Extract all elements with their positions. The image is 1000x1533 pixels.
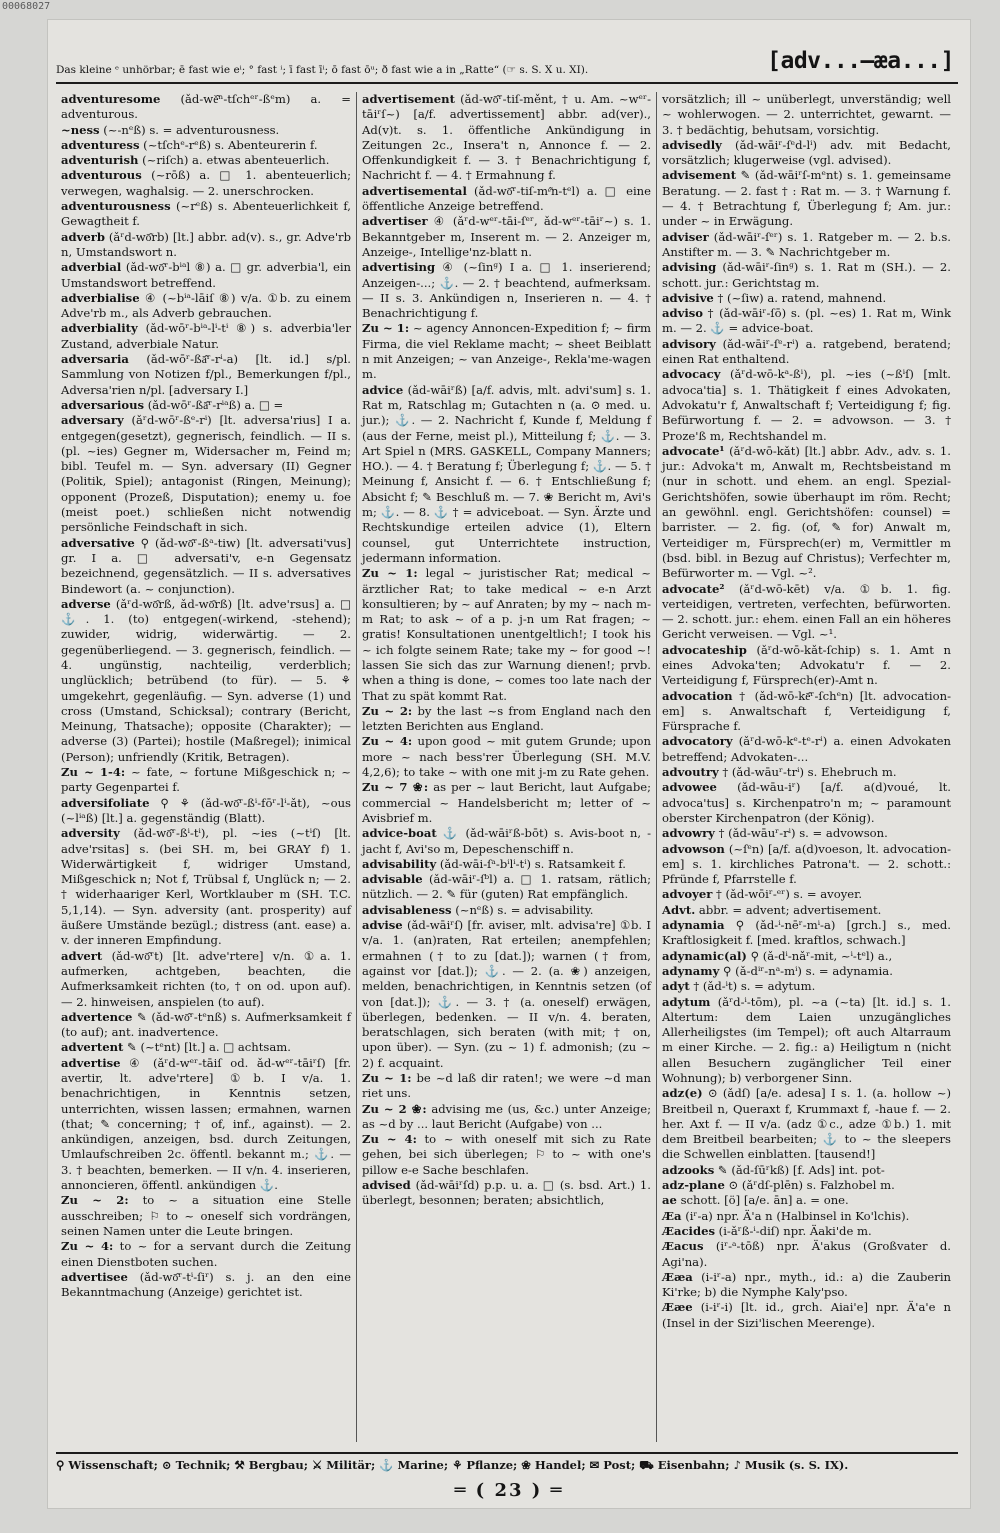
entry-definition: ~ agency Annoncen-Expedition f; ~ firm Firma, die viel Reklame macht; ~ sheet Beiblatt n mit Anzeigen; ~ van Anzeige-, Rekla'me-wagen m. bbox=[362, 321, 652, 382]
entry-definition: ④ (~ſinᶢ) I a. □ 1. inserierend; Anzeigen-...; ⚓. — 2. † beachtend, aufmerksam. — II s. 3. Ankündigen n, Inserieren n. — 4. † Benachrichtigung f. bbox=[362, 260, 651, 321]
entry-definition: (ǎʳd-wō-kǎt-ſchip) s. 1. Amt n eines Advoka'ten; Advokatu'r f. — 2. Verteidigung f, Fürsprech(er)-Amt n. bbox=[662, 642, 951, 688]
headword: advise bbox=[362, 918, 403, 933]
dictionary-entry bbox=[61, 291, 351, 322]
dictionary-entry bbox=[61, 352, 351, 398]
headword: adversity bbox=[61, 826, 120, 841]
dictionary-entry bbox=[61, 260, 351, 291]
entry-definition: (iʳ-ᵃ-tōß) npr. Ä'akus (Großvater d. Agi'na). bbox=[662, 1239, 951, 1269]
columns bbox=[56, 92, 958, 1442]
entry-definition: (ǎd-wō͂ʳ-tiſ-mᵉ͂n-tᵉl) a. □ eine öffentliche Anzeige betreffend. bbox=[362, 183, 651, 214]
headword: advisability bbox=[362, 856, 437, 871]
dictionary-entry bbox=[662, 949, 951, 964]
dictionary-entry bbox=[362, 903, 651, 918]
entry-definition: (ǎd-wāi-ſᵃ-bⁱlⁱ-tⁱ) s. Ratsamkeit f. bbox=[436, 856, 626, 871]
headword: Zu ~ 1: bbox=[362, 321, 410, 336]
entry-definition: (ǎd-wāiʳ-ſᵉʳ) s. 1. Ratgeber m. — 2. b.s. Anstifter m. — 3. ✎ Nachrichtgeber m. bbox=[662, 229, 951, 259]
entry-definition: † (ǎd-wāuʳ-trⁱ) s. Ehebruch m. bbox=[718, 765, 897, 780]
dictionary-entry bbox=[662, 1163, 951, 1178]
dictionary-entry bbox=[61, 138, 351, 153]
entry-definition: ⊙ (ǎʳdſ-plēn) s. Falzhobel m. bbox=[724, 1178, 895, 1193]
dictionary-entry bbox=[662, 306, 951, 337]
entry-definition: (ǎd-wāiʳ-ſᵉd-lⁱ) adv. mit Bedacht, vorsätzlich; klugerweise (vgl. advised). bbox=[662, 137, 951, 168]
entry-definition: (ǎʳd-wō-kǎt) [lt.] abbr. Adv., adv. s. 1. jur.: Advoka't m, Anwalt m, Rechtsbeistand m (nur in schott. und ehem. an engl. Spezial-Gerichtshöfen, sowie überhaupt im röm. Recht; an gewöhnl. engl. Gerichtshöfen: counsel) = barrister. — 2. fig. (of, ✎ for) Anwalt m, Verteidiger m, Fürsprech(er) m, Vermittler m (bsd. bibl. in Bezug auf Christus); Verfechter m, Befürworter m. — Vgl. ~². bbox=[662, 443, 951, 581]
headword: adyt bbox=[662, 979, 690, 994]
dictionary-entry bbox=[362, 566, 651, 704]
headword: adventurous bbox=[61, 168, 142, 183]
headword: advised bbox=[362, 1178, 411, 1193]
headword: advice-boat bbox=[362, 826, 437, 841]
entry-definition: † (~ſiw) a. ratend, mahnend. bbox=[713, 290, 887, 305]
dictionary-entry bbox=[662, 1193, 951, 1208]
headword: adzooks bbox=[662, 1162, 715, 1177]
headword: adversarious bbox=[61, 397, 145, 412]
entry-definition: (ǎʳd-ⁱ-tōm), pl. ~a (~ta) [lt. id.] s. 1. Altertum: dem Laien unzugängliches Allerheiligstes (im Tempel); oft auch Altarraum m einer Kirche. — 2. fig.: a) Heiligtum n (nicht allen Besuchern zugänglicher Teil einer Wohnung); b) verborgener Sinn. bbox=[662, 994, 951, 1085]
dictionary-entry bbox=[362, 1102, 651, 1133]
entry-definition: (ǎʳd-wōʳ-ßᵉ-rⁱ) [lt. adversa'rius] I a. entgegen(gesetzt), gegnerisch, feindlich. — II s. (pl. ~ies) Gegner m, Widersacher m, Feind m; bibl. Teufel m. — Syn. adversary (II) Gegner (Politik, Spiel); antagonist (Ringen, Meinung); opponent (Prozeß, Disputation); enemy u. foe (meist poet.) schließen nicht notwendig persönliche Feindschaft in sich. bbox=[61, 413, 351, 535]
entry-definition: (ǎʳd-wō-kᵃ-ßⁱ), pl. ~ies (~ßⁱſ) [mlt. advoca'tia] s. 1. Thätigkeit f eines Advokaten, Advokatu'r f, Anwaltschaft f; Verteidigung f; fig. Befürwortung f. — 2. = advowson. — 3. † Proze'ß m, Rechtshandel m. bbox=[662, 367, 951, 443]
entry-definition: ④ (ǎʳd-wᵉʳ-tāiſ od. ǎd-wᵉʳ-tāiʳſ) [fr. avertir, lt. adve'rtere] ①b. I v/a. 1. benachrichtigen, in Kenntnis setzen, unterrichten, wissen lassen; ermahnen, warnen (that; ✎ concerning; † of, inf., against). — 2. ankündigen, anzeigen, bsd. durch Zeitungen, Umlaufschreiben 2c. öffentl. bekannt m.; ⚓. — 3. † beachten, bemerken. — II v/n. 4. inserieren, annoncieren, öffentl. ankündigen ⚓. bbox=[61, 1055, 351, 1193]
entry-definition: (~-nᵉß) s. = adventurousness. bbox=[99, 122, 280, 137]
dictionary-entry bbox=[362, 1071, 651, 1102]
dictionary-entry bbox=[362, 1178, 651, 1209]
dictionary-entry bbox=[362, 734, 651, 780]
dictionary-entry bbox=[61, 153, 351, 168]
dictionary-entry bbox=[362, 1132, 651, 1178]
entry-definition: ④ (~bⁱᵃ-lāiſ ⑧) v/a. ①b. zu einem Adve'rb m., als Adverb gebrauchen. bbox=[61, 290, 351, 321]
headword: ~ness bbox=[61, 122, 100, 137]
entry-definition: ✎ (ǎd-wāiʳſ-mᵉnt) s. 1. gemeinsame Beratung. — 2. fast † : Rat m. — 3. † Warnung f. — 4. † Betrachtung f, Überlegung f; Am. jur.: under ~ in Erwägung. bbox=[662, 168, 951, 229]
headword: ae bbox=[662, 1193, 677, 1208]
entry-definition: (ǎʳd-wō-kᵉ-tᵉ-rⁱ) a. einen Advokaten betreffend; Advokaten-... bbox=[662, 734, 951, 764]
headword: advertising bbox=[362, 260, 436, 275]
dictionary-entry bbox=[61, 765, 351, 796]
dictionary-entry bbox=[61, 949, 351, 1010]
dictionary-entry bbox=[61, 796, 351, 827]
dictionary-entry bbox=[662, 138, 951, 169]
entry-definition: (~rōß) a. □ 1. abenteuerlich; verwegen, waghalsig. — 2. unerschrocken. bbox=[61, 168, 351, 198]
symbol-legend: ⚲ Wissenschaft; ⊙ Technik; ⚒ Bergbau; ⚔ Militär; ⚓ Marine; ⚘ Pflanze; ❀ Handel; ✉ Post; ⛟ Eisenbahn; ♪ Musik (s. S. IX). bbox=[56, 1458, 849, 1472]
headword: adz-plane bbox=[662, 1178, 725, 1193]
headword: Zu ~ 1: bbox=[362, 566, 418, 581]
entry-definition: (ǎd-wōʳ-ßā͂ʳ-rⁱ-a) [lt. id.] s/pl. Sammlung von Notizen f/pl., Bemerkungen f/pl., Adversa'rien n/pl. [adversary I.] bbox=[61, 352, 351, 397]
headword: Zu ~ 4: bbox=[61, 1239, 114, 1254]
dictionary-entry bbox=[662, 230, 951, 261]
dictionary-entry bbox=[662, 765, 951, 780]
entry-definition: as per ~ laut Bericht, laut Aufgabe; commercial ~ Handelsbericht m; letter of ~ Avisbrief m. bbox=[362, 780, 652, 825]
entry-range: [adv...—æa...] bbox=[767, 48, 954, 74]
dictionary-entry bbox=[362, 857, 651, 872]
headword: advocate² bbox=[662, 581, 725, 596]
entry-definition: (ǎd-wō͂ʳ-tⁱ-ſiʳ) s. j. an den eine Bekanntmachung (Anzeige) gerichtet ist. bbox=[61, 1269, 351, 1300]
headword: Ææe bbox=[662, 1300, 693, 1315]
entry-definition: (ǎʳd-wō͂rß, ǎd-wō͂rß) [lt. adve'rsus] a. □ ⚓. 1. (to) entgegen(-wirkend, -stehend); zuwider, widrig, widerwärtig. — 2. gegenüberliegend. — 3. gegnerisch, feindlich. — 4. ungünstig, nachteilig, verderblich; unglücklich; betrübend (to für). — 5. ⚘ umgekehrt, gegenläufig. — Syn. adverse (1) und cross (Umstand, Schicksal); contrary (Bericht, Meinung, Thatsache); opposite (Charakter); — adverse (3) (Partei); hostile (Maßregel); inimical (Person); unfriendly (Kritik, Betragen). bbox=[61, 596, 351, 764]
dictionary-entry bbox=[362, 92, 651, 184]
entry-definition: ⚲ ⚘ (ǎd-wō͂ʳ-ßⁱ-fōʳ-lⁱ-ǎt), ~ous (~lⁱᵃß) [lt.] a. gegenständig (Blatt). bbox=[61, 795, 351, 825]
headword: advice bbox=[362, 382, 404, 397]
entry-definition: (~rᵉß) s. Abenteuerlichkeit f, Gewagtheit f. bbox=[61, 199, 351, 229]
dictionary-entry bbox=[662, 1270, 951, 1301]
dictionary-entry bbox=[61, 536, 351, 597]
entry-definition: † (ǎd-ⁱt) s. = adytum. bbox=[689, 979, 816, 994]
dictionary-entry bbox=[61, 321, 351, 352]
headword: advisable bbox=[362, 872, 423, 887]
headword: advowee bbox=[662, 780, 717, 795]
entry-definition: (ǎd-wāu-iʳ) [a/f. a(d)voué, lt. advoca'tus] s. Kirchenpatro'n m; ~ paramount oberster Kirchenpatron (der König). bbox=[662, 780, 951, 825]
entry-definition: ~ fate, ~ fortune Mißgeschick n; ~ party Gegenpartei f. bbox=[61, 765, 352, 795]
headword: adz(e) bbox=[662, 1086, 703, 1101]
entry-definition: (ǎd-wō͂ʳ-bⁱᵃl ⑧) a. □ gr. adverbia'l, ein Umstandswort betreffend. bbox=[61, 260, 351, 290]
entry-definition: (ǎd-wě͂ⁿ-tſchᵉʳ-ßᵉm) a. = adventurous. bbox=[61, 92, 351, 122]
headword: advowry bbox=[662, 826, 715, 841]
dictionary-entry bbox=[362, 383, 651, 567]
entry-definition: ✎ (ǎd-ſūʳkß) [f. Ads] int. pot- bbox=[714, 1162, 885, 1177]
entry-definition: (ǎd-wāiʳ-ſᵉ-rⁱ) a. ratgebend, beratend; einen Rat enthaltend. bbox=[662, 336, 951, 367]
entry-definition: (i-iʳ-a) npr., myth., id.: a) die Zauberin Ki'rke; b) die Nymphe Kaly'pso. bbox=[662, 1269, 951, 1300]
entry-definition: ④ (ǎʳd-wᵉʳ-tāi-ſᵉʳ, ǎd-wᵉʳ-tāiʳ~) s. 1. Bekanntgeber m, Inserent m. — 2. Anzeiger m, Anzeige-, Intellige'nz-blatt n. bbox=[362, 214, 651, 259]
entry-definition: vorsätzlich; ill ~ unüberlegt, unverständig; well ~ wohlerwogen. — 2. unterrichtet, gewarnt. — 3. † bedächtig, behutsam, vorsichtig. bbox=[662, 92, 951, 137]
dictionary-entry bbox=[662, 979, 951, 994]
headword: adverbialise bbox=[61, 290, 140, 305]
entry-definition: † (ǎd-wō-kē͂ʳ-ſchᵉn) [lt. advocation-em] s. Anwaltschaft f, Verteidigung f, Fürsprache f. bbox=[662, 688, 951, 734]
headword: advocation bbox=[662, 688, 733, 703]
column-1 bbox=[56, 92, 356, 1442]
headword: adverbial bbox=[61, 260, 122, 275]
headword: Advt. bbox=[662, 902, 696, 917]
header-rule bbox=[56, 82, 958, 84]
headword: adversaria bbox=[61, 352, 129, 367]
headword: advocateship bbox=[662, 642, 747, 657]
dictionary-entry bbox=[61, 1056, 351, 1194]
dictionary-entry bbox=[662, 260, 951, 291]
pronunciation-note: Das kleine ᵉ unhörbar; ē fast wie eⁱ; ° fast ⁱ; ī fast īⁱ; ō fast ōᵘ; ð fast wie a in „Ratte“ (☞ s. S. X u. XI). bbox=[56, 64, 589, 76]
headword: adverbiality bbox=[61, 321, 138, 336]
headword: advertise bbox=[61, 1055, 121, 1070]
headword: Zu ~ 7 ❀: bbox=[362, 780, 429, 795]
dictionary-entry bbox=[362, 214, 651, 260]
headword: advowson bbox=[662, 841, 725, 856]
page-header bbox=[56, 40, 958, 80]
dictionary-entry bbox=[362, 184, 651, 215]
entry-definition: (i-ǎʳß-ⁱ-diſ) npr. Äaki'de m. bbox=[714, 1223, 872, 1238]
dictionary-entry bbox=[362, 260, 651, 321]
dictionary-entry bbox=[662, 689, 951, 735]
headword: Zu ~ 4: bbox=[362, 1132, 417, 1147]
dictionary-entry bbox=[662, 1086, 951, 1162]
dictionary-entry bbox=[61, 398, 351, 413]
headword: adytum bbox=[662, 994, 711, 1009]
entry-definition: (i-iʳ-i) [lt. id., grch. Aiai'e] npr. Ä'a'e n (Insel in der Sizi'lischen Meerenge). bbox=[662, 1300, 951, 1330]
headword: Zu ~ 2: bbox=[362, 703, 413, 718]
dictionary-entry bbox=[362, 321, 651, 382]
dictionary-entry bbox=[662, 1239, 951, 1270]
entry-definition: ⚲ (ǎd-wō͂ʳ-ßᵃ-tiw) [lt. adversati'vus] gr. I a. □ adversati'v, e-n Gegensatz bezeichnend, gegensätzlich. — II s. adversatives Bindewort (a. ~ conjunction). bbox=[61, 535, 351, 596]
headword: Zu ~ 2 ❀: bbox=[362, 1101, 427, 1116]
headword: adviso bbox=[662, 306, 704, 321]
dictionary-entry bbox=[61, 199, 351, 230]
headword: adverse bbox=[61, 596, 111, 611]
headword: advisedly bbox=[662, 137, 722, 152]
headword: Ææa bbox=[662, 1269, 693, 1284]
dictionary-entry bbox=[662, 643, 951, 689]
headword: Zu ~ 2: bbox=[61, 1193, 129, 1208]
headword: adynamic(al) bbox=[662, 948, 747, 963]
dictionary-entry bbox=[61, 92, 351, 123]
dictionary-entry bbox=[662, 1209, 951, 1224]
entry-definition: (~tſchᵉ-rᵉß) s. Abenteurerin f. bbox=[139, 137, 318, 152]
headword: adversary bbox=[61, 413, 124, 428]
headword: advising bbox=[662, 260, 717, 275]
dictionary-entry bbox=[662, 582, 951, 643]
headword: adventurish bbox=[61, 153, 139, 168]
dictionary-entry bbox=[362, 780, 651, 826]
entry-definition: ✎ (ǎd-wō͂ʳ-tᵉnß) s. Aufmerksamkeit f (to auf); ant. inadvertence. bbox=[61, 1009, 351, 1040]
headword: advertisement bbox=[362, 92, 455, 106]
headword: advisory bbox=[662, 336, 716, 351]
entry-definition: (ǎd-wō͂ʳ-tiſ-měnt, † u. Am. ~wᵉʳ-tāiʳſ~) [a/f. advertissement] abbr. ad(ver)., Ad(v)t. s. 1. öffentliche Ankündigung in Zeitungen 2c., Insera't n, Annonce f. — 2. Offenkundigkeit f. — 3. † Benachrichtigung f, Nachricht f. — 4. † Ermahnung f. bbox=[362, 92, 651, 183]
headword: adverb bbox=[61, 229, 105, 244]
entry-definition: ⚓ (ǎd-wāiʳß-bōt) s. Avis-boot n, -jacht f, Avi'so m, Depeschenschiff n. bbox=[362, 826, 651, 856]
headword: adventurousness bbox=[61, 199, 171, 214]
headword: advocate¹ bbox=[662, 443, 725, 458]
dictionary-entry bbox=[662, 734, 951, 765]
dictionary-entry bbox=[61, 1010, 351, 1041]
headword: advocacy bbox=[662, 367, 721, 382]
headword: advocatory bbox=[662, 734, 733, 749]
dictionary-entry bbox=[662, 964, 951, 979]
dictionary-page bbox=[48, 20, 970, 1508]
headword: adversative bbox=[61, 535, 135, 550]
dictionary-entry bbox=[662, 918, 951, 949]
dictionary-entry bbox=[61, 826, 351, 948]
dictionary-entry bbox=[662, 367, 951, 443]
headword: advisement bbox=[662, 168, 737, 183]
dictionary-entry bbox=[61, 1040, 351, 1055]
dictionary-entry bbox=[662, 1300, 951, 1331]
headword: Zu ~ 4: bbox=[362, 734, 413, 749]
headword: advertiser bbox=[362, 214, 428, 229]
entry-definition: (ǎd-wō͂ʳ-ßⁱ-tⁱ), pl. ~ies (~tⁱſ) [lt. adve'rsitas] s. (bei SH. m, bei GRAY f) 1. Widerwärtigkeit f, widriger Umstand, Mißgeschick n; Not f, Trübsal f, Unglück n; — 2. † widerhaariger Kerl, Wortklauber m (SH. T.C. 5,1,14). — Syn. adversity (ant. prosperity) auf äußere Umstände bezügl.; distress (ant. ease) a. v. der inneren Empfindung. bbox=[61, 826, 351, 948]
headword: advert bbox=[61, 948, 103, 963]
entry-definition: abbr. = advent; advertisement. bbox=[695, 902, 882, 917]
dictionary-entry bbox=[362, 918, 651, 1071]
dictionary-entry bbox=[362, 826, 651, 857]
headword: Zu ~ 1-4: bbox=[61, 765, 126, 780]
page-number: ═ ( 23 ) ═ bbox=[454, 1480, 564, 1501]
dictionary-entry bbox=[662, 1224, 951, 1239]
headword: advisive bbox=[662, 290, 714, 305]
dictionary-entry bbox=[662, 887, 951, 902]
dictionary-entry bbox=[662, 1178, 951, 1193]
headword: Æacides bbox=[662, 1223, 715, 1238]
dictionary-entry bbox=[61, 1193, 351, 1239]
dictionary-entry bbox=[662, 842, 951, 888]
entry-definition: advising me (us, &c.) unter Anzeige; as ~d by ... laut Bericht (Aufgabe) von ... bbox=[362, 1101, 651, 1131]
headword: adynamy bbox=[662, 963, 720, 978]
dictionary-entry bbox=[362, 872, 651, 903]
entry-definition: be ~d laß dir raten!; we were ~d man riet uns. bbox=[362, 1071, 651, 1101]
dictionary-entry bbox=[61, 413, 351, 535]
entry-definition: (ǎd-wāiʳ-ſinᶢ) s. 1. Rat m (SH.). — 2. schott. jur.: Gerichtstag m. bbox=[662, 260, 951, 290]
headword: advoutry bbox=[662, 765, 719, 780]
dictionary-entry bbox=[662, 337, 951, 368]
entry-definition: † (ǎd-wōiʳ-ᵉʳ) s. = avoyer. bbox=[712, 887, 863, 902]
dictionary-entry bbox=[362, 704, 651, 735]
entry-definition: (ǎd-wōʳ-bⁱᵃ-lⁱ-tⁱ ⑧) s. adverbia'ler Zustand, adverbiale Natur. bbox=[61, 321, 351, 351]
entry-definition: schott. [ö] [a/e. ān] a. = one. bbox=[676, 1193, 849, 1208]
dictionary-entry bbox=[61, 230, 351, 261]
dictionary-entry bbox=[662, 444, 951, 582]
headword: Æa bbox=[662, 1208, 682, 1223]
headword: Zu ~ 1: bbox=[362, 1071, 412, 1085]
dictionary-entry bbox=[662, 780, 951, 826]
dictionary-entry bbox=[662, 995, 951, 1087]
dictionary-entry bbox=[662, 903, 951, 918]
entry-definition: (~nᵉß) s. = advisability. bbox=[451, 902, 594, 917]
entry-definition: (~riſch) a. etwas abenteuerlich. bbox=[138, 153, 330, 168]
entry-definition: (ǎd-wōʳ-ßā͂ʳ-rⁱᵃß) a. □ = bbox=[144, 397, 284, 412]
column-2 bbox=[356, 92, 656, 1442]
entry-definition: legal ~ juristischer Rat; medical ~ ärztlicher Rat; to take medical ~ e-n Arzt konsultieren; by ~ auf Anraten; by my ~ nach m-m Rat; to ask ~ of a p. j-n um Rat fragen; ~ gratis! Konsultationen unentgeltlich!; I took his ~ ich folgte seinem Rate; take my ~ for good ~! lassen Sie sich das zur Warnung dienen!; prvb. when a thing is done, ~ comes too late nach der That zu spät kommt Rat. bbox=[362, 566, 651, 703]
headword: adviser bbox=[662, 229, 709, 244]
headword: adversifoliate bbox=[61, 795, 150, 810]
column-3 bbox=[656, 92, 956, 1442]
entry-definition: to ~ with oneself mit sich zu Rate gehen, bei sich überlegen; ⚐ to ~ with one's pillow e-e Sache beschlafen. bbox=[362, 1132, 651, 1177]
headword: advisableness bbox=[362, 902, 452, 917]
dictionary-entry bbox=[61, 168, 351, 199]
entry-definition: (ǎd-wāiʳ-ſᵇl) a. □ 1. ratsam, rätlich; nützlich. — 2. ✎ für (guten) Rat empfänglich. bbox=[362, 872, 651, 902]
footer-rule bbox=[56, 1452, 958, 1454]
headword: Æacus bbox=[662, 1239, 704, 1254]
dictionary-entry bbox=[662, 92, 951, 138]
entry-definition: upon good ~ mit gutem Grunde; upon more ~ nach bess'rer Überlegung (SH. M.V. 4,2,6); to take ~ with one mit j-m zu Rate gehen. bbox=[362, 734, 651, 780]
entry-definition: (~ſᵉn) [a/f. a(d)voeson, lt. advocation-em] s. 1. kirchliches Patrona't. — 2. schott.: Pfründe f, Pfarrstelle f. bbox=[662, 841, 951, 887]
entry-definition: † (ǎd-wāiʳ-ſō) s. (pl. ~es) 1. Rat m, Wink m. — 2. ⚓ = advice-boat. bbox=[662, 306, 951, 336]
headword: advertisemental bbox=[362, 183, 467, 198]
entry-definition: (ǎd-wāiʳſd) p.p. u. a. □ (s. bsd. Art.) 1. überlegt, besonnen; beraten; absichtlich, bbox=[362, 1178, 651, 1208]
scan-id: 00068027 bbox=[2, 1, 51, 12]
entry-definition: to ~ a situation eine Stelle ausschreiben; ⚐ to ~ oneself sich vordrängen, seinen Namen unter die Leute bringen. bbox=[61, 1193, 351, 1238]
entry-definition: † (ǎd-wāuʳ-rⁱ) s. = advowson. bbox=[714, 826, 888, 841]
entry-definition: (ǎʳd-wō͂rb) [lt.] abbr. ad(v). s., gr. Adve'rb n, Umstandswort n. bbox=[61, 229, 351, 259]
entry-definition: ⚲ (ǎd-ⁱ-nēʳ-mⁱ-a) [grch.] s., med. Kraftlosigkeit f. [med. kraftlos, schwach.] bbox=[662, 918, 951, 948]
entry-definition: ⊙ (ǎdſ) [a/e. adesa] I s. 1. (a. hollow ~) Breitbeil n, Queraxt f, Krummaxt f, -haue f. — 2. her. Axt f. — II v/a. (adz ①c., adze ①b.) 1. mit dem Breitbeil bearbeiten; ⚓ to ~ the sleepers die Schwellen einblatten. [tausend!] bbox=[662, 1086, 951, 1162]
entry-definition: (ǎd-wāiʳß) [a/f. advis, mlt. advi'sum] s. 1. Rat m, Ratschlag m; Gutachten n (a. ⊙ med. u. jur.); ⚓. — 2. Nachricht f, Kunde f, Meldung f (aus der Ferne, meist pl.), Mitteilung f; ⚓. — 3. Art Spiel n (MRS. GASKELL, Company Manners; HO.). — 4. † Beratung f; Überlegung f; ⚓. — 5. † Meinung f, Ansicht f. — 6. † Entschließung f; Absicht f; ✎ Beschluß m. — 7. ❀ Bericht m, Avi's m; ⚓. — 8. ⚓ † = adviceboat. — Syn. Ärzte und Rechtskundige erteilen advice (1), Eltern counsel, gut Unterrichtete instruction, jedermann information. bbox=[362, 382, 651, 565]
dictionary-entry bbox=[662, 826, 951, 841]
entry-definition: ✎ (~tᵉnt) [lt.] a. □ achtsam. bbox=[123, 1040, 291, 1055]
headword: advertent bbox=[61, 1040, 124, 1055]
entry-definition: by the last ~s from England nach den letzten Berichten aus England. bbox=[362, 703, 651, 734]
headword: adynamia bbox=[662, 918, 725, 933]
entry-definition: (iʳ-a) npr. Ä'a n (Halbinsel in Ko'lchis). bbox=[681, 1208, 910, 1223]
entry-definition: (ǎd-wāiʳſ) [fr. aviser, mlt. advisa're] ①b. I v/a. 1. (an)raten, Rat erteilen; anempfehlen; ermahnen († to zu [dat.]); warnen († from, against vor [dat.]); ⚓. — 2. (a. ❀) anzeigen, melden, benachrichtigen, in Kenntnis setzen (of von [dat.]); ⚓. — 3. † (a. oneself) erwägen, überlegen, bedenken. — II v/n. 4. beraten, beratschlagen, sich beraten (with mit; † on, upon über). — Syn. (zu ~ 1) f. admonish; (zu ~ 2) f. acquaint. bbox=[362, 918, 651, 1070]
entry-definition: ⚲ (ǎ-dⁱʳ-nᵃ-mⁱ) s. = adynamia. bbox=[719, 963, 893, 978]
headword: advertisee bbox=[61, 1269, 128, 1284]
entry-definition: (ǎʳd-wō-kēt) v/a. ①b. 1. fig. verteidigen, vertreten, verfechten, befürworten. — 2. schott. jur.: ehem. einen Fall an ein höheres Gericht verweisen. — Vgl. ~¹. bbox=[662, 581, 951, 642]
dictionary-entry bbox=[61, 123, 351, 138]
entry-definition: ⚲ (ǎ-dⁱ-nǎʳ-mit, ~ⁱ-tᵉl) a., bbox=[746, 948, 893, 963]
entry-definition: to ~ for a servant durch die Zeitung einen Dienstboten suchen. bbox=[61, 1239, 352, 1269]
headword: advertence bbox=[61, 1009, 133, 1024]
dictionary-entry bbox=[61, 1239, 351, 1270]
dictionary-entry bbox=[61, 597, 351, 765]
headword: adventuress bbox=[61, 137, 140, 152]
headword: adventuresome bbox=[61, 92, 161, 106]
dictionary-entry bbox=[61, 1270, 351, 1301]
headword: advoyer bbox=[662, 887, 713, 902]
dictionary-entry bbox=[662, 291, 951, 306]
dictionary-entry bbox=[662, 168, 951, 229]
entry-definition: (ǎd-wō͂ʳt) [lt. adve'rtere] v/n. ①a. 1. aufmerken, achtgeben, beachten, die Aufmerksamkeit richten (to, † on od. upon auf). — 2. hinweisen, anspielen (to auf). bbox=[61, 948, 351, 1009]
